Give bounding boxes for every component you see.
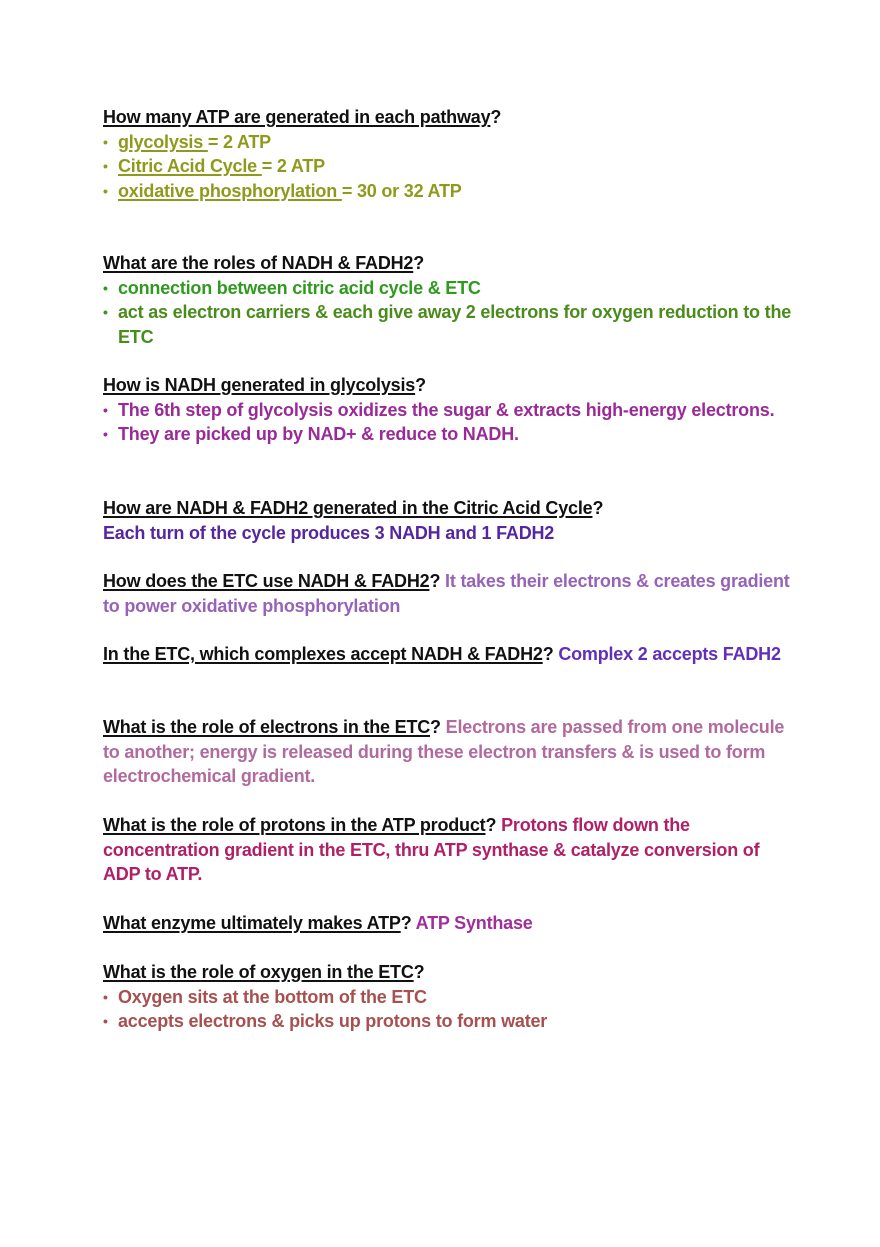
list-item: • They are picked up by NAD+ & reduce to NADH. bbox=[103, 424, 519, 444]
section-etc-use bbox=[103, 569, 793, 618]
list-item: • accepts electrons & picks up protons to form water bbox=[103, 1011, 548, 1031]
section-atp-pathways bbox=[103, 105, 793, 203]
question: How many ATP are generated in each pathway? bbox=[103, 107, 502, 127]
section-nadh-glycolysis bbox=[103, 373, 793, 447]
question: What is the role of protons in the ATP product? bbox=[103, 815, 497, 835]
section-complexes bbox=[103, 642, 793, 667]
answer: ATP Synthase bbox=[415, 913, 533, 933]
section-protons bbox=[103, 813, 793, 887]
section-electrons bbox=[103, 715, 793, 789]
question: In the ETC, which complexes accept NADH & FADH2? bbox=[103, 644, 554, 664]
section-enzyme bbox=[103, 911, 793, 936]
answer: Protons flow down the concentration gradient in the ETC, thru ATP synthase & catalyze conversion of ADP to ATP. bbox=[103, 815, 760, 884]
answer: Each turn of the cycle produces 3 NADH and 1 FADH2 bbox=[103, 522, 555, 543]
list-item: • The 6th step of glycolysis oxidizes the sugar & extracts high-energy electrons. bbox=[103, 399, 775, 420]
question: How is NADH generated in glycolysis? bbox=[103, 375, 426, 395]
question: What are the roles of NADH & FADH2? bbox=[103, 253, 425, 273]
list-item: • glycolysis = 2 ATP bbox=[103, 131, 271, 152]
question: What is the role of oxygen in the ETC? bbox=[103, 962, 425, 982]
answer: Electrons are passed from one molecule to another; energy is released during these electron transfers & is used to form electrochemical gradient. bbox=[103, 717, 785, 786]
list-item: • connection between citric acid cycle & ETC bbox=[103, 277, 481, 298]
answer: It takes their electrons & creates gradient to power oxidative phosphorylation bbox=[103, 571, 790, 616]
section-oxygen bbox=[103, 960, 793, 1034]
question: How are NADH & FADH2 generated in the Citric Acid Cycle? bbox=[103, 498, 604, 518]
answer: Complex 2 accepts FADH2 bbox=[558, 644, 781, 664]
list-item: • act as electron carriers & each give away 2 electrons for oxygen reduction to the ETC bbox=[103, 302, 792, 347]
question: How does the ETC use NADH & FADH2? bbox=[103, 571, 441, 591]
question: What enzyme ultimately makes ATP? bbox=[103, 913, 412, 933]
list-item: • Oxygen sits at the bottom of the ETC bbox=[103, 986, 427, 1007]
section-citric-acid bbox=[103, 496, 793, 545]
list-item: • oxidative phosphorylation = 30 or 32 ATP bbox=[103, 180, 462, 201]
list-item: • Citric Acid Cycle = 2 ATP bbox=[103, 156, 325, 176]
section-nadh-roles bbox=[103, 251, 793, 349]
question: What is the role of electrons in the ETC? bbox=[103, 717, 441, 737]
